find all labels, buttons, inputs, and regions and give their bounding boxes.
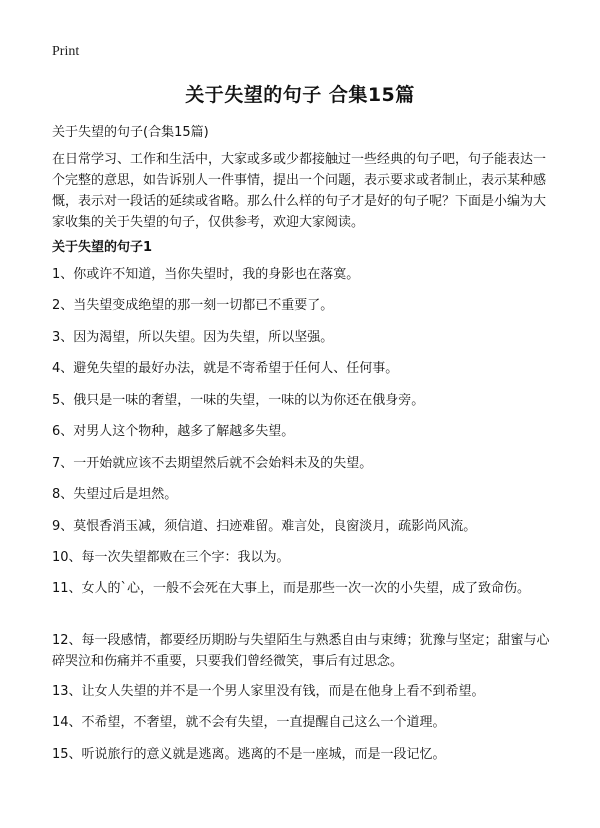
section-heading: 关于失望的句子1 xyxy=(52,240,153,255)
list-item: 2、当失望变成绝望的那一刻一切都已不重要了。 xyxy=(52,298,334,313)
list-item: 4、避免失望的最好办法，就是不寄希望于任何人、任何事。 xyxy=(52,361,399,376)
list-item: 12、每一段感情，都要经历期盼与失望陌生与熟悉自由与束缚；犹豫与坚定；甜蜜与心碎哭泣和伤痛并不重要，只要我们曾经微笑，事后有过思念。 xyxy=(52,633,550,669)
list-item: 10、每一次失望都败在三个字：我以为。 xyxy=(52,550,290,565)
print-link[interactable]: Print xyxy=(52,44,80,59)
list-item: 13、让女人失望的并不是一个男人家里没有钱，而是在他身上看不到希望。 xyxy=(52,684,485,699)
list-item: 1、你或许不知道，当你失望时，我的身影也在落寞。 xyxy=(52,267,360,282)
document-subtitle: 关于失望的句子(合集15篇) xyxy=(52,125,209,140)
list-item: 9、莫恨香消玉减，须信道、扫迹难留。难言处，良窗淡月，疏影尚风流。 xyxy=(52,519,477,534)
list-item: 6、对男人这个物种，越多了解越多失望。 xyxy=(52,424,295,439)
intro-paragraph: 在日常学习、工作和生活中，大家或多或少都接触过一些经典的句子吧，句子能表达一个完整的意思，如告诉别人一件事情，提出一个问题，表示要求或者制止，表示某种感慨，表示对一段话的延续或省略。那么什么样的句子才是好的句子呢？下面是小编为大家收集的关于失望的句子，仅供参考，欢迎大家阅读。 xyxy=(52,152,547,230)
list-item: 5、俄只是一味的奢望，一味的失望，一味的以为你还在俄身旁。 xyxy=(52,393,425,408)
list-item: 11、女人的`心，一般不会死在大事上，而是那些一次一次的小失望，成了致命伤。 xyxy=(52,581,531,596)
list-item: 3、因为渴望，所以失望。因为失望，所以坚强。 xyxy=(52,330,334,345)
list-item: 14、不希望，不奢望，就不会有失望，一直提醒自己这么一个道理。 xyxy=(52,715,446,730)
list-item: 15、听说旅行的意义就是逃离。逃离的不是一座城，而是一段记忆。 xyxy=(52,747,446,762)
list-item: 7、一开始就应该不去期望然后就不会始料未及的失望。 xyxy=(52,456,373,471)
list-item: 8、失望过后是坦然。 xyxy=(52,487,178,502)
page-title: 关于失望的句子 合集15篇 xyxy=(185,84,415,106)
